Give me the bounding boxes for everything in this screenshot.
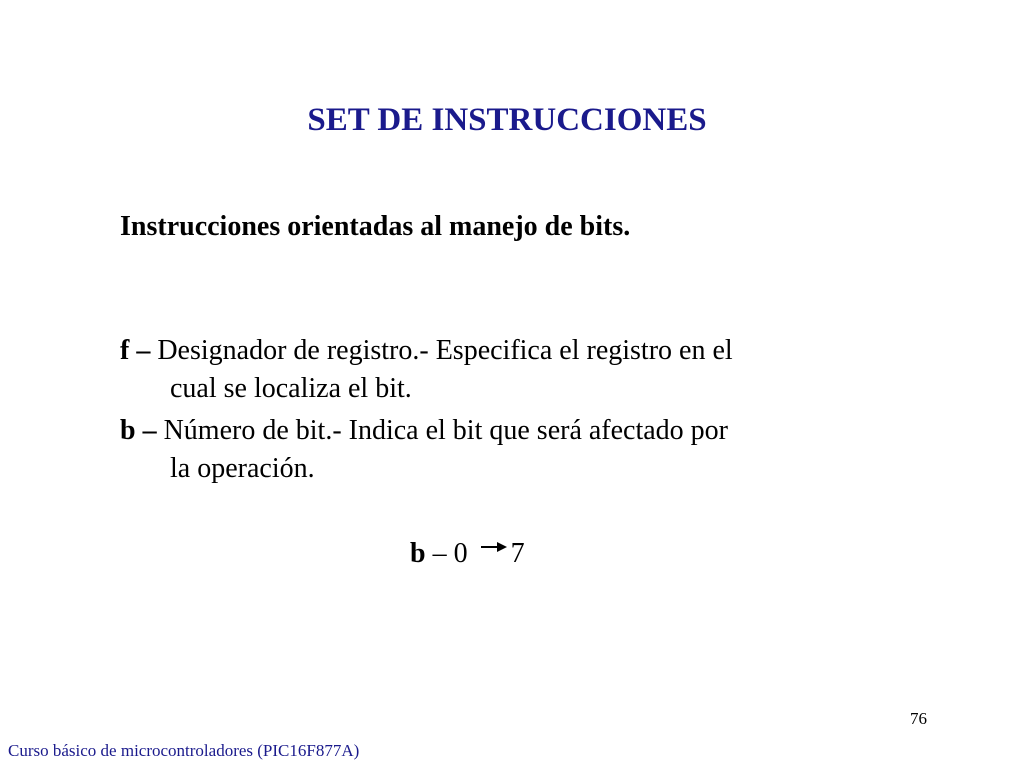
- definition-f-line1: Designador de registro.- Especifica el registro en el: [157, 335, 733, 366]
- page-number: 76: [910, 709, 927, 728]
- definition-b: [120, 412, 728, 488]
- definition-f-line2: cual se localiza el bit.: [170, 373, 412, 404]
- bit-range: [410, 534, 525, 574]
- definition-f: [120, 332, 733, 408]
- right-arrow-icon: [481, 538, 507, 556]
- definition-b-line1: Número de bit.- Indica el bit que será afectado por: [163, 415, 729, 446]
- definition-f-term: f –: [120, 335, 158, 366]
- bit-range-from: – 0: [425, 538, 475, 569]
- footer-course-name: Curso básico de microcontroladores (PIC16F877A): [8, 741, 360, 760]
- definition-b-term: b –: [120, 415, 164, 446]
- slide-subtitle: Instrucciones orientadas al manejo de bits.: [120, 211, 631, 242]
- bit-range-term: b: [410, 538, 426, 569]
- bit-range-to: 7: [510, 538, 525, 569]
- slide-title: SET DE INSTRUCCIONES: [307, 102, 707, 138]
- definition-b-line2: la operación.: [170, 453, 315, 484]
